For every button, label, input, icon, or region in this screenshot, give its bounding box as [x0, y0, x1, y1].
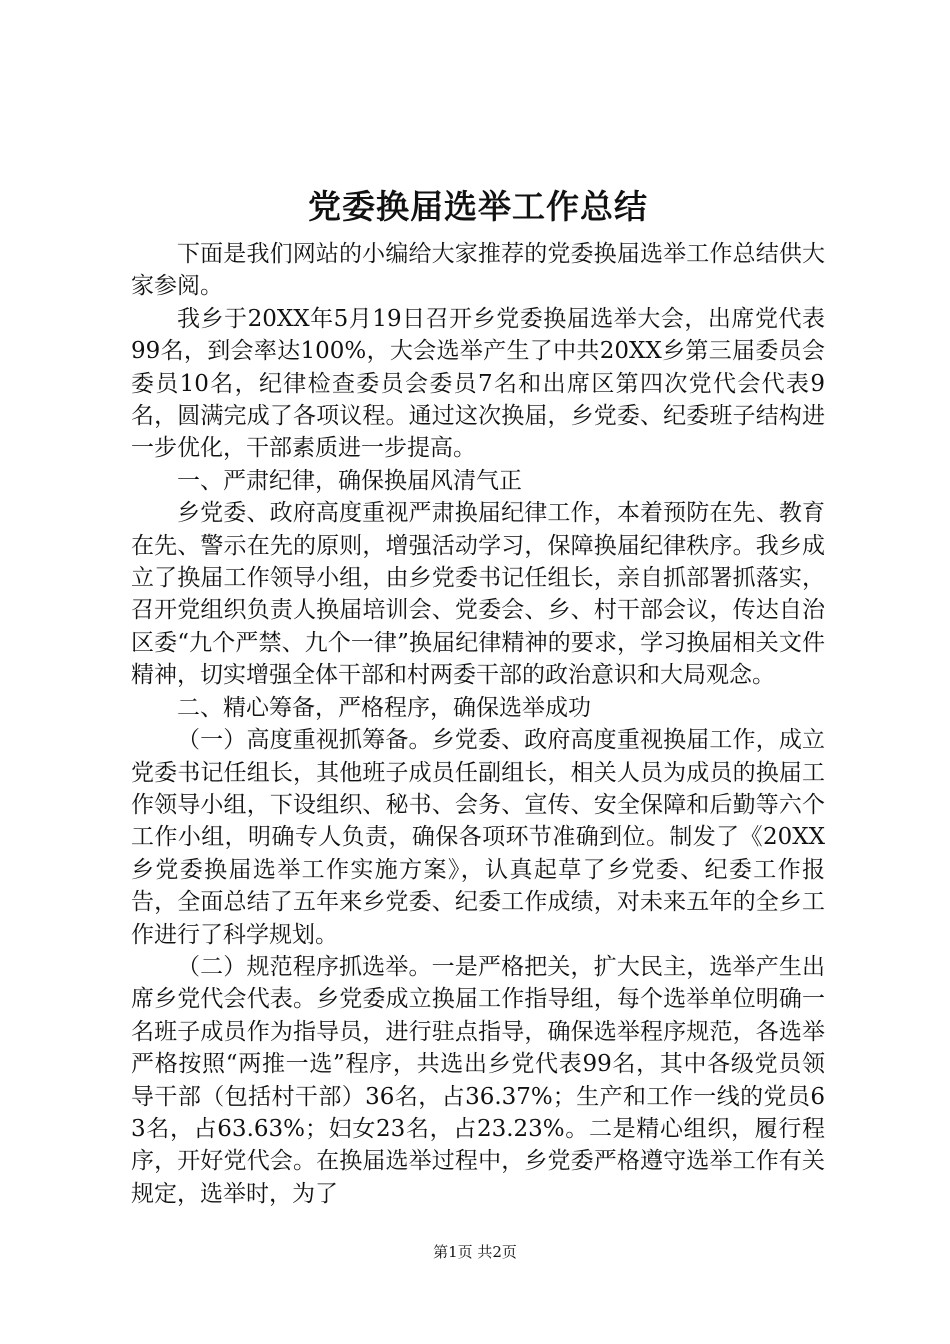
document-page: [131, 182, 825, 1210]
body-paragraph: （一）高度重视抓筹备。乡党委、政府高度重视换届工作，成立党委书记任组长，其他班子成员任副组长，相关人员为成员的换届工作领导小组，下设组织、秘书、会务、宣传、安全保障和后勤等六个工作小组，明确专人负责，确保各项环节准确到位。制发了《20XX乡党委换届选举工作实施方案》，认真起草了乡党委、纪委工作报告，全面总结了五年来乡党委、纪委工作成绩，对未来五年的全乡工作进行了科学规划。: [131, 727, 825, 948]
document-title: 党委换届选举工作总结: [308, 187, 648, 226]
body-paragraph: （二）规范程序抓选举。一是严格把关，扩大民主，选举产生出席乡党代会代表。乡党委成立换届工作指导组，每个选举单位明确一名班子成员作为指导员，进行驻点指导，确保选举程序规范，各选举严格按照“两推一选”程序，共选出乡党代表99名，其中各级党员领导干部（包括村干部）36名，占36.37%；生产和工作一线的党员63名，占63.63%；妇女23名，占23.23%。二是精心组织，履行程序，开好党代会。在换届选举过程中，乡党委严格遵守选举工作有关规定，选举时，为了: [131, 953, 825, 1207]
body-paragraph: 乡党委、政府高度重视严肃换届纪律工作，本着预防在先、教育在先、警示在先的原则，增强活动学习，保障换届纪律秩序。我乡成立了换届工作领导小组，由乡党委书记任组长，亲自抓部署抓落实，召开党组织负责人换届培训会、党委会、乡、村干部会议，传达自治区委“九个严禁、九个一律”换届纪律精神的要求，学习换届相关文件精神，切实增强全体干部和村两委干部的政治意识和大局观念。: [131, 500, 825, 689]
page-footer: 第1页 共2页: [433, 1243, 517, 1261]
section-heading-1: 一、严肃纪律，确保换届风清气正: [177, 467, 522, 494]
section-heading-2: 二、精心筹备，严格程序，确保选举成功: [177, 694, 591, 721]
body-paragraph: 我乡于20XX年5月19日召开乡党委换届选举大会，出席党代表99名，到会率达100%，大会选举产生了中共20XX乡第三届委员会委员10名，纪律检查委员会委员7名和出席区第四次党代会代表9名，圆满完成了各项议程。通过这次换届，乡党委、纪委班子结构进一步优化，干部素质进一步提高。: [131, 305, 825, 462]
intro-paragraph: 下面是我们网站的小编给大家推荐的党委换届选举工作总结供大家参阅。: [131, 241, 825, 300]
